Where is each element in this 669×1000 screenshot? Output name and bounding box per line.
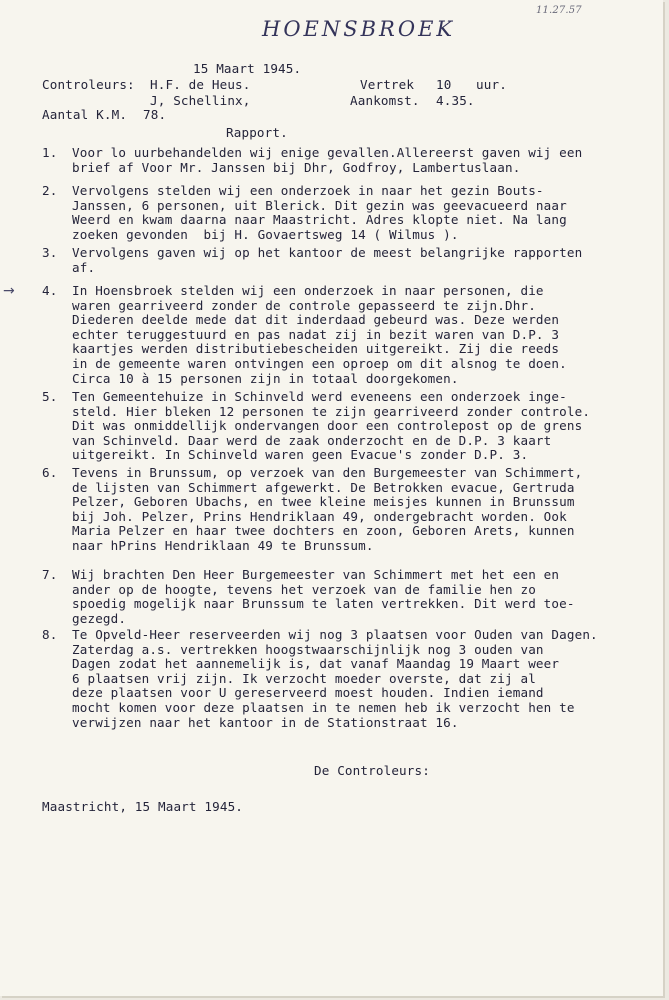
item-line: Vervolgens gaven wij op het kantoor de meest belangrijke rapporten (72, 245, 583, 260)
item-line: Vervolgens stelden wij een onderzoek in naar het gezin Bouts- (72, 183, 544, 198)
item-line: ander op de hoogte, tevens het verzoek van de familie hen zo (72, 581, 536, 597)
margin-arrow-icon: → (3, 283, 15, 299)
item-line: Dagen zodat het aannemelijk is, dat vanaf Maandag 19 Maart weer (72, 656, 560, 672)
item-line: Ten Gemeentehuize in Schinveld werd eveneens een onderzoek inge- (72, 389, 567, 404)
item-line: Weerd en kwam daarna naar Maastricht. Adres klopte niet. Na lang (72, 212, 567, 228)
report-item-1 (42, 146, 660, 175)
item-line: de lijsten van Schimmert afgewerkt. De Betrokken evacue, Gertruda (72, 479, 575, 495)
item-line: zoeken gevonden bij H. Govaertsweg 14 ( Wilmus ). (72, 226, 459, 242)
item-line: Dit was onmiddellijk ondervangen door een controlepost op de grens (72, 418, 583, 434)
item-line: deze plaatsen voor U gereserveerd moest houden. Indien iemand (72, 685, 544, 701)
item-line: in de gemeente waren ontvingen een oproep om dit alsnog te doen. (72, 355, 567, 371)
report-item-4 (42, 284, 660, 386)
item-line: mocht komen voor deze plaatsen in te nemen heb ik verzocht hen te (72, 699, 575, 715)
controller-2: J, Schellinx, (150, 93, 251, 108)
item-line: naar hPrins Hendriklaan 49 te Brunssum. (72, 537, 374, 553)
item-line: 6 plaatsen vrij zijn. Ik verzocht moeder overste, dat zij al (72, 670, 536, 686)
item-line: waren gearriveerd zonder de controle gepasseerd te zijn.Dhr. (72, 297, 536, 313)
handwritten-reference: 11.27.57 (536, 5, 582, 16)
item-line: Pelzer, Geboren Ubachs, en twee kleine meisjes kunnen in Brunssum (72, 494, 575, 510)
controllers-label: Controleurs: (42, 77, 135, 92)
arrival-label: Aankomst. (350, 93, 420, 108)
report-date: 15 Maart 1945. (193, 61, 302, 76)
item-line: steld. Hier bleken 12 personen te zijn gearriveerd zonder controle. (72, 403, 591, 419)
item-line: Tevens in Brunssum, op verzoek van den Burgemeester van Schimmert, (72, 465, 583, 480)
item-line: spoedig mogelijk naar Brunssum te laten vertrekken. Dit werd toe- (72, 596, 575, 612)
item-line: verwijzen naar het kantoor in de Stationstraat 16. (72, 714, 459, 730)
item-line: Circa 10 à 15 personen zijn in totaal doorgekomen. (72, 370, 459, 386)
item-number: 8. (42, 627, 58, 642)
item-line: kaartjes werden distributiebescheiden uitgereikt. Zij die reeds (72, 341, 560, 357)
handwritten-title: HOENSBROEK (262, 17, 456, 41)
report-title: Rapport. (226, 125, 288, 140)
item-number: 5. (42, 389, 58, 404)
km-value: 78. (143, 107, 167, 122)
item-line: Diederen deelde mede dat dit inderdaad gebeurd was. Deze werden (72, 312, 560, 328)
signature-line: De Controleurs: (314, 763, 430, 778)
item-line: af. (72, 259, 96, 275)
place-date: Maastricht, 15 Maart 1945. (42, 799, 244, 814)
item-line: Wij brachten Den Heer Burgemeester van Schimmert met het een en (72, 567, 560, 582)
item-line: Te Opveld-Heer reserveerden wij nog 3 plaatsen voor Ouden van Dagen. (72, 627, 598, 642)
report-item-7 (42, 568, 660, 626)
item-number: 3. (42, 245, 58, 260)
departure-time: 10 (436, 77, 452, 92)
item-line: van Schinveld. Daar werd de zaak onderzocht en de D.P. 3 kaart (72, 432, 552, 448)
item-number: 6. (42, 465, 58, 480)
item-line: echter teruggestuurd en pas nadat zij in bezit waren van D.P. 3 (72, 326, 560, 342)
item-number: 4. (42, 283, 58, 298)
item-line: In Hoensbroek stelden wij een onderzoek in naar personen, die (72, 283, 544, 298)
departure-label: Vertrek (360, 77, 415, 92)
item-line: uitgereikt. In Schinveld waren geen Evacue's zonder D.P. 3. (72, 447, 529, 463)
item-line: Janssen, 6 personen, uit Blerick. Dit gezin was geevacueerd naar (72, 197, 567, 213)
report-item-8 (42, 628, 660, 730)
item-line: gezegd. (72, 610, 127, 626)
item-line: bij Joh. Pelzer, Prins Hendriklaan 49, ondergebracht worden. Ook (72, 508, 567, 524)
item-number: 7. (42, 567, 58, 582)
item-number: 2. (42, 183, 58, 198)
arrival-time: 4.35. (436, 93, 475, 108)
item-line: Zaterdag a.s. vertrekken hoogstwaarschijnlijk nog 3 ouden van (72, 641, 544, 657)
report-item-3 (42, 246, 660, 275)
report-item-6 (42, 466, 660, 554)
km-label: Aantal K.M. (42, 107, 128, 122)
item-line: brief af Voor Mr. Janssen bij Dhr, Godfroy, Lambertuslaan. (72, 159, 521, 175)
item-line: Maria Pelzer en haar twee dochters en zoon, Geboren Arets, kunnen (72, 523, 575, 539)
departure-unit: uur. (476, 77, 507, 92)
report-item-5 (42, 390, 660, 463)
item-number: 1. (42, 145, 58, 160)
item-line: Voor lo uurbehandelden wij enige gevallen.Allereerst gaven wij een (72, 145, 583, 160)
report-item-2 (42, 184, 660, 242)
controller-1: H.F. de Heus. (150, 77, 251, 92)
